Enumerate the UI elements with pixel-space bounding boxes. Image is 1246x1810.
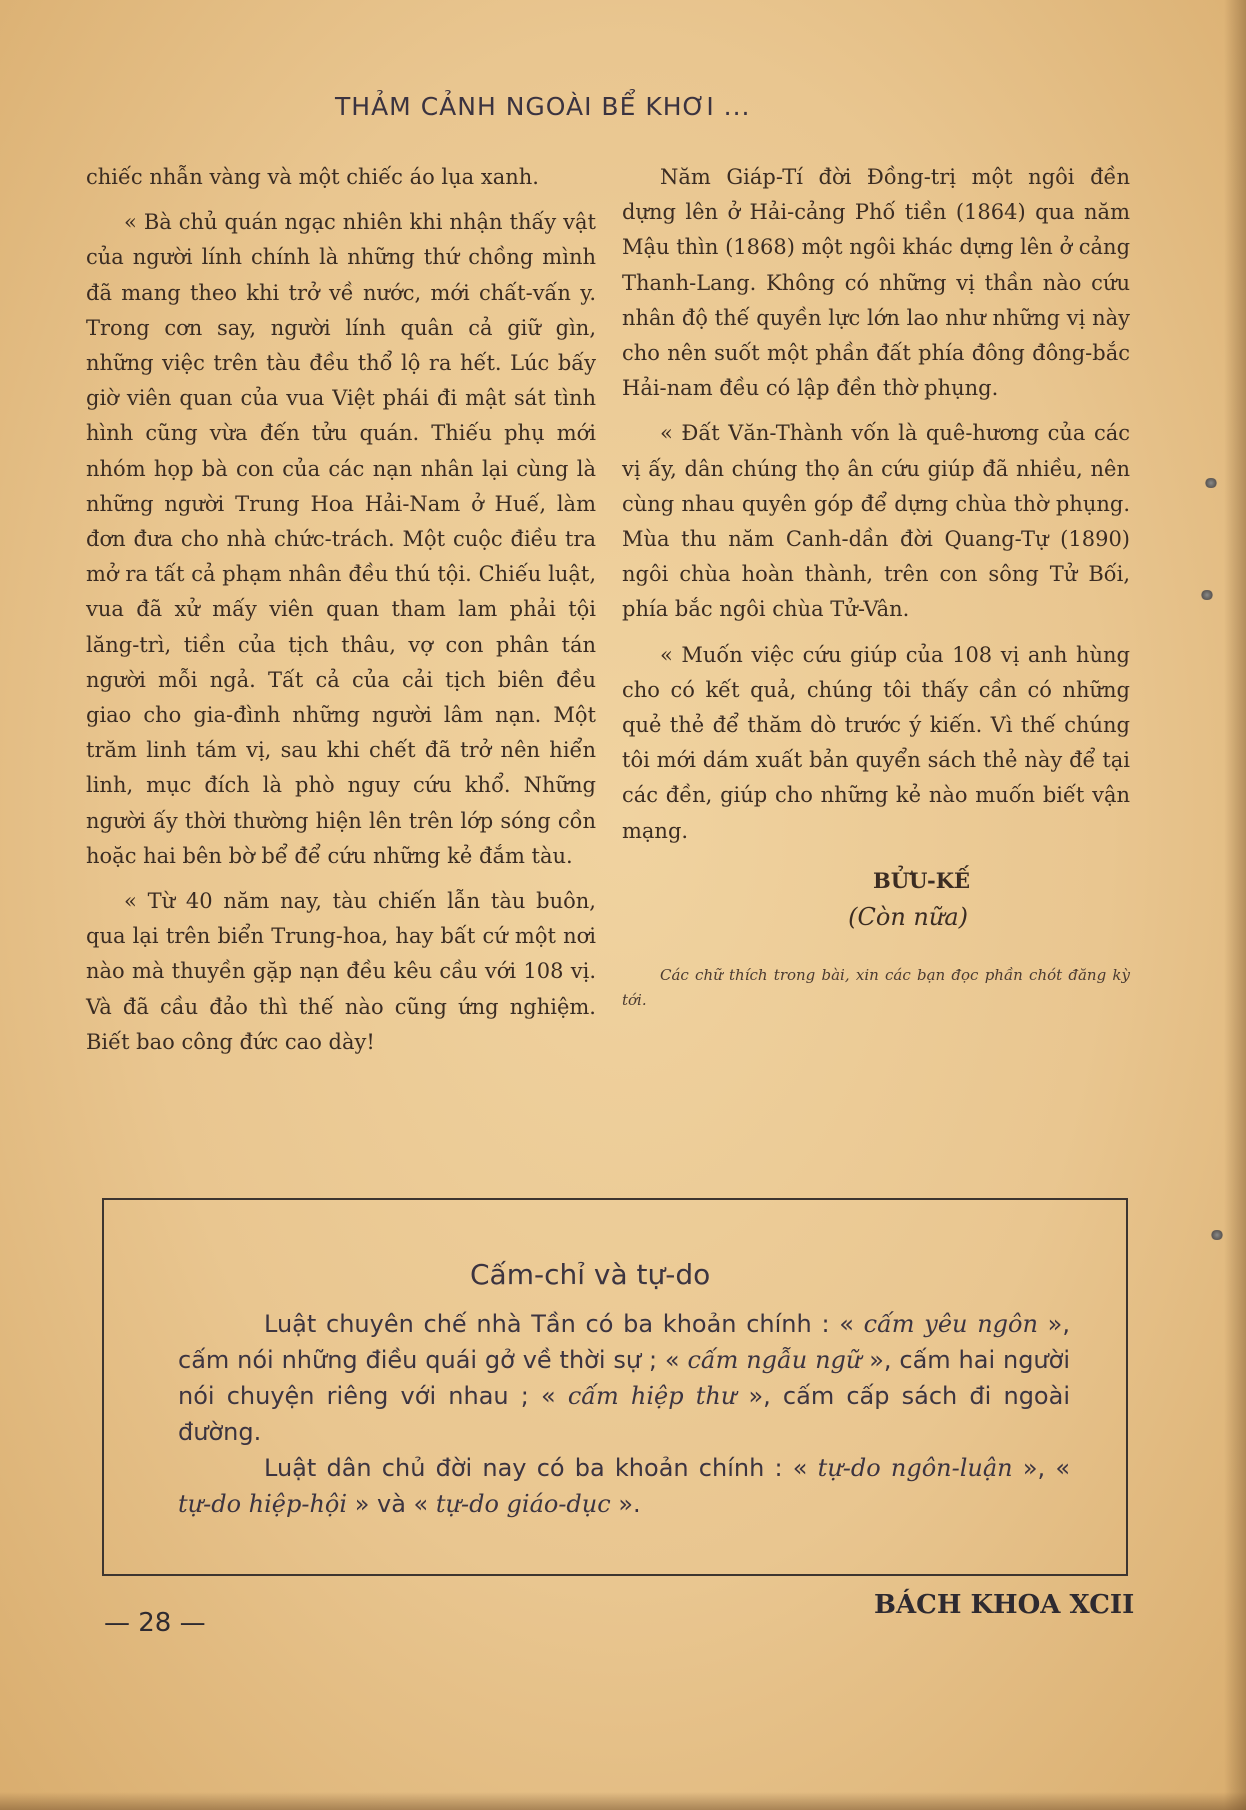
quoted-term: tự-do giáo-dục bbox=[435, 1490, 611, 1518]
running-header: THẢM CẢNH NGOÀI BỂ KHƠI ... bbox=[335, 92, 751, 121]
staple-mark bbox=[1200, 590, 1214, 600]
right-paragraph-2: « Đất Văn-Thành vốn là quê-hương của các vị ấy, dân chúng thọ ân cứu giúp đã nhiều, nên cùng nhau quyên góp để dựng chùa thờ phụng. Mùa thu năm Canh-dần đời Quang-Tự (1890) ngôi chùa hoàn thành, trên con sông Tử Bối, phía bắc ngôi chùa Tử-Vân. bbox=[622, 421, 1130, 622]
boxed-article-body bbox=[178, 1306, 1070, 1522]
right-paragraph-1: Năm Giáp-Tí đời Đồng-trị một ngôi đền dựng lên ở Hải-cảng Phố tiền (1864) qua năm Mậu thìn (1868) một ngôi khác dựng lên ở cảng Thanh-Lang. Không có những vị thần nào cứu nhân độ thế quyền lực lớn lao như những vị này cho nên suốt một phần đất phía đông đông-bắc Hải-nam đều có lập đền thờ phụng. bbox=[622, 165, 1131, 401]
quoted-term: tự-do hiệp-hội bbox=[178, 1490, 348, 1518]
boxed-article-title: Cấm-chỉ và tự-do bbox=[470, 1258, 711, 1291]
boxed-paragraph-2 bbox=[178, 1450, 1070, 1522]
page-edge-shadow-bottom bbox=[0, 1792, 1246, 1810]
left-paragraph-2: « Bà chủ quán ngạc nhiên khi nhận thấy vật của người lính chính là những thứ chồng mình đã mang theo khi trở về nước, mới chất-vấn y. Trong cơn say, người lính quân cả giữ gìn, những việc trên tàu đều thổ lộ ra hết. Lúc bấy giờ viên quan của vua Việt phái đi mật sát tình hình cũng vừa đến tửu quán. Thiếu phụ mới nhóm họp bà con của các nạn nhân lại cùng là những người Trung Hoa Hải-Nam ở Huế, làm đơn đưa cho nhà chức-trách. Một cuộc điều tra mở ra tất cả phạm nhân đều thú tội. Chiếu luật, vua đã xử mấy viên quan tham lam phải tội lăng-trì, tiền của tịch thâu, vợ con phân tán người mỗi ngả. Tất cả của cải tịch biên đều giao cho gia-đình những người lâm nạn. Một trăm linh tám vị, sau khi chết đã trở nên hiển linh, mục đích là phò nguy cứu khổ. Những người ấy thời thường hiện lên trên lớp sóng cồn hoặc hai bên bờ bể để cứu những kẻ đắm tàu. bbox=[86, 210, 596, 868]
staple-mark bbox=[1210, 1230, 1224, 1240]
text-run: », cấm hai người nói chuyện riêng với nhau ; « bbox=[178, 1346, 1070, 1410]
text-run: » và « bbox=[354, 1490, 429, 1518]
quoted-term: cấm ngẫu ngữ bbox=[687, 1346, 862, 1374]
text-run: », cấm nói những điều quái gở về thời sự ; « bbox=[178, 1310, 1070, 1374]
left-paragraph-1: chiếc nhẫn vàng và một chiếc áo lụa xanh. bbox=[86, 165, 539, 189]
staple-mark bbox=[1204, 478, 1218, 488]
text-run: Luật chuyên chế nhà Tần có ba khoản chính : « bbox=[264, 1310, 854, 1338]
boxed-paragraph-1 bbox=[178, 1306, 1070, 1450]
quoted-term: tự-do ngôn-luận bbox=[817, 1454, 1013, 1482]
continued-label: (Còn nữa) bbox=[848, 903, 968, 932]
publication-name: BÁCH KHOA XCII bbox=[874, 1590, 1135, 1620]
right-paragraph-3: « Muốn việc cứu giúp của 108 vị anh hùng cho có kết quả, chúng tôi thấy cần có những quẻ thẻ để thăm dò trước ý kiến. Vì thế chúng tôi mới dám xuất bản quyển sách thẻ này để tại các đền, giúp cho những kẻ nào muốn biết vận mạng. bbox=[622, 642, 1130, 843]
left-paragraph-3: « Từ 40 năm nay, tàu chiến lẫn tàu buôn, qua lại trên biển Trung-hoa, hay bất cứ một nơi nào mà thuyền gặp nạn đều kêu cầu với 108 vị. Và đã cầu đảo thì thế nào cũng ứng nghiệm. Biết bao công đức cao dày! bbox=[86, 889, 596, 1054]
page-edge-shadow bbox=[1224, 0, 1246, 1810]
quoted-term: cấm yêu ngôn bbox=[863, 1310, 1038, 1338]
text-run: ». bbox=[618, 1490, 641, 1518]
quoted-term: cấm hiệp thư bbox=[567, 1382, 737, 1410]
left-column bbox=[86, 160, 596, 1060]
author-signature: BỬU-KẾ bbox=[873, 867, 970, 893]
text-run: », cấm cấp sách đi ngoài đường. bbox=[178, 1382, 1070, 1446]
footnote: Các chữ thích trong bài, xin các bạn đọc phần chót đăng kỳ tới. bbox=[622, 966, 1130, 1010]
page-number: — 28 — bbox=[104, 1608, 206, 1638]
right-column bbox=[622, 160, 1130, 1013]
text-run: Luật dân chủ đời nay có ba khoản chính : « bbox=[264, 1454, 808, 1482]
text-run: », « bbox=[1022, 1454, 1071, 1482]
